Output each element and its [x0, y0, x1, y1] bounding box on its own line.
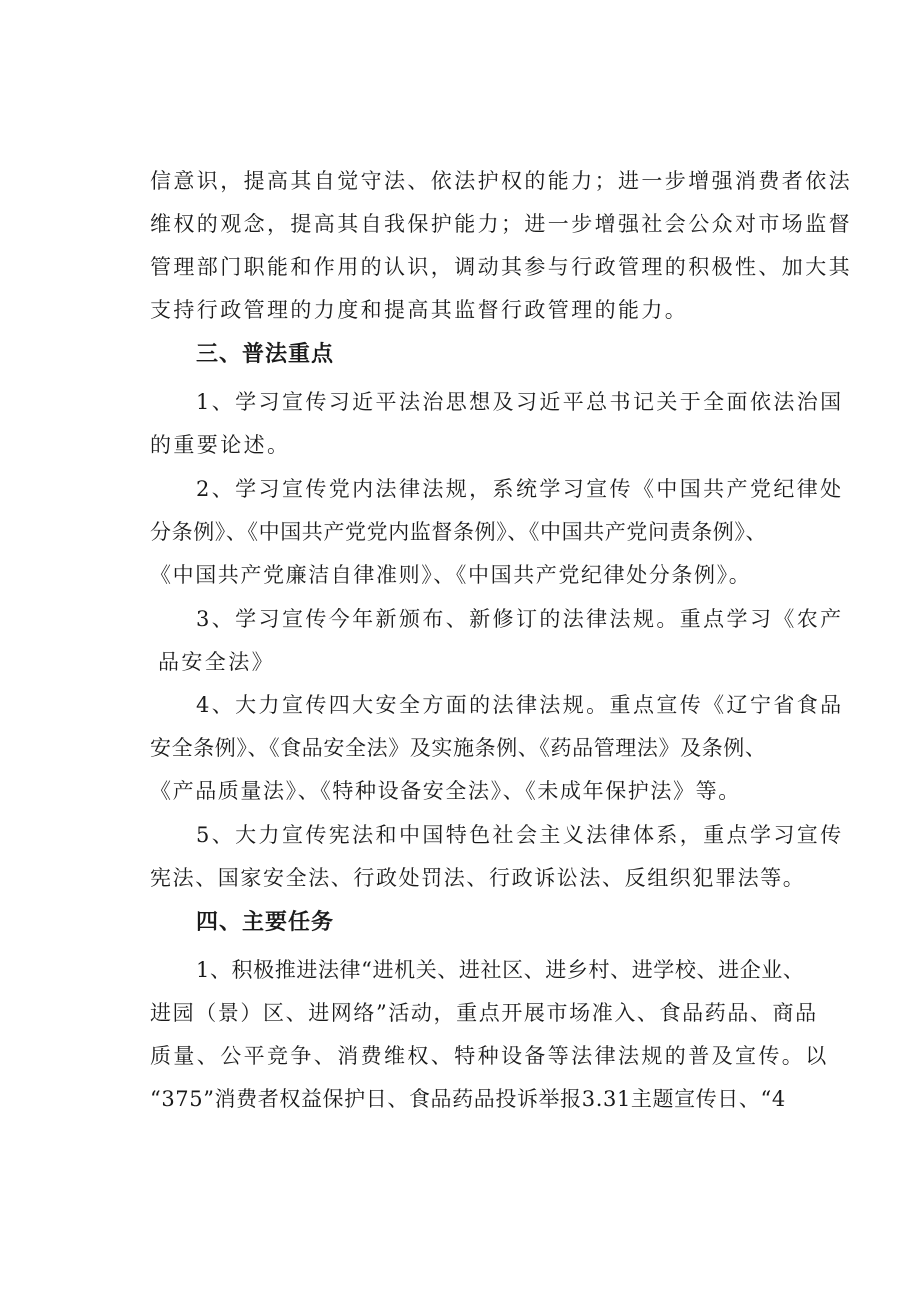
- s4-item-1-line-3: 质量、公平竞争、消费维权、特种设备等法律法规的普及宣传。以: [150, 1044, 829, 1068]
- s3-item-2-line-1: 2、学习宣传党内法律法规，系统学习宣传《中国共产党纪律处: [196, 477, 844, 501]
- s4-item-1-line-4: “375”消费者权益保护日、食品药品投诉举报3.31主题宣传日、“4: [150, 1087, 786, 1111]
- intro-line-3: 管理部门职能和作用的认识，调动其参与行政管理的积极性、加大其: [150, 255, 852, 279]
- s3-item-5-line-1: 5、大力宣传宪法和中国特色社会主义法律体系，重点学习宣传: [196, 823, 844, 847]
- s3-item-5-line-2: 宪法、国家安全法、行政处罚法、行政诉讼法、反组织犯罪法等。: [150, 866, 806, 890]
- s3-item-4-line-3: 《产品质量法》、《特种设备安全法》、《未成年保护法》等。: [150, 779, 741, 803]
- s3-item-2-line-3: 《中国共产党廉洁自律准则》、《中国共产党纪律处分条例》。: [150, 563, 752, 587]
- s4-item-1-line-1: 1、积极推进法律“进机关、进社区、进乡村、进学校、进企业、: [196, 958, 805, 982]
- section-4-heading: 四、主要任务: [196, 910, 335, 935]
- s3-item-3-line-1: 3、学习宣传今年新颁布、新修订的法律法规。重点学习《农产: [196, 607, 844, 631]
- intro-line-1: 信意识，提高其自觉守法、依法护权的能力；进一步增强消费者依法: [150, 169, 852, 193]
- s3-item-4-line-2: 安全条例》、《食品安全法》及实施条例、《药品管理法》及条例、: [150, 736, 767, 760]
- s3-item-1-line-2: 的重要论述。: [150, 433, 291, 457]
- s3-item-4-line-1: 4、大力宣传四大安全方面的法律法规。重点宣传《辽宁省食品: [196, 693, 844, 717]
- intro-line-2: 维权的观念，提高其自我保护能力；进一步增强社会公众对市场监督: [150, 212, 852, 236]
- s4-item-1-line-2: 进园（景）区、进网络”活动，重点开展市场准入、食品药品、商品: [150, 1001, 818, 1025]
- section-3-heading: 三、普法重点: [196, 342, 335, 367]
- intro-line-4: 支持行政管理的力度和提高其监督行政管理的能力。: [150, 298, 689, 322]
- s3-item-1-line-1: 1、学习宣传习近平法治思想及习近平总书记关于全面依法治国: [196, 390, 844, 414]
- s3-item-2-line-2: 分条例》、《中国共产党党内监督条例》、《中国共产党问责条例》、: [150, 520, 768, 544]
- s3-item-3-line-2: 品安全法》: [158, 650, 275, 674]
